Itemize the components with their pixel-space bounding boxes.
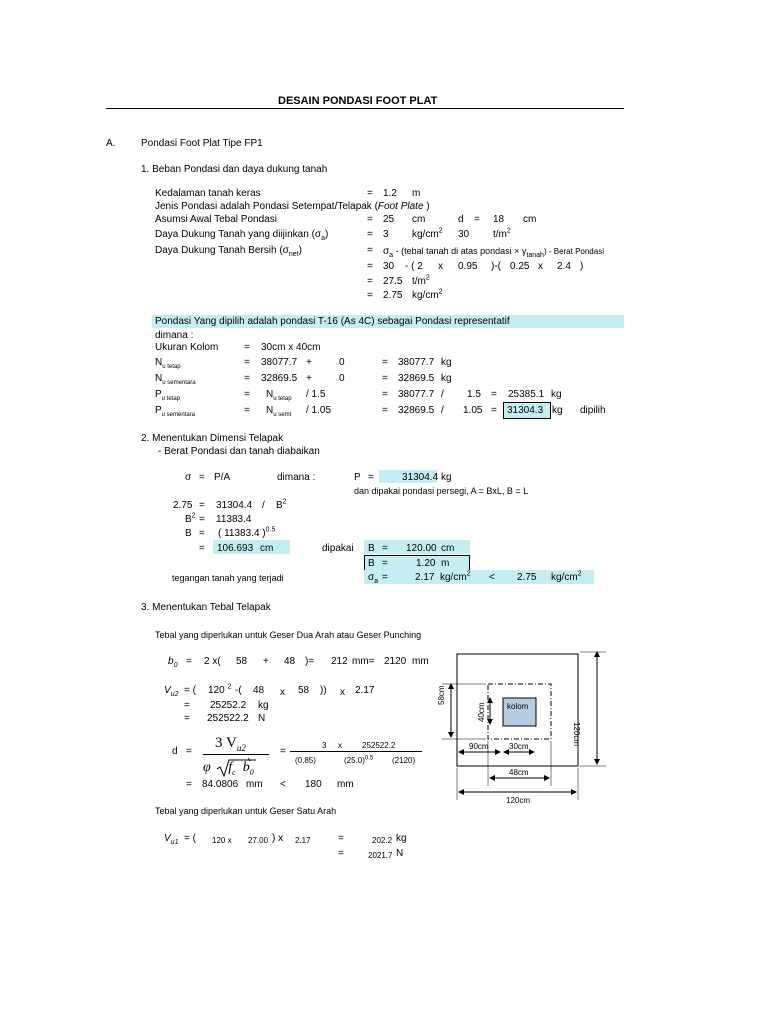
vu2-u1: kg — [258, 700, 269, 711]
r4-op: / — [441, 405, 444, 416]
eq: = — [367, 229, 373, 240]
b0-e6: 212 — [331, 656, 348, 667]
b0-e4: 48 — [284, 656, 296, 667]
vu2-lbl: $V_{u2}$ — [164, 685, 179, 698]
dim-90: 90cm — [469, 742, 489, 751]
r4-a: $N_{u semt}$ — [266, 405, 292, 418]
r4-res2: 31304.3 — [507, 405, 544, 416]
eq: = — [199, 472, 205, 483]
kolom-label: kolom — [507, 702, 529, 711]
sigma-val: P/A — [214, 472, 231, 483]
dim-48: 48cm — [509, 768, 529, 777]
s2-title: 2. Menentukan Dimensi Telapak — [141, 433, 284, 444]
vu2-e7: x — [340, 687, 345, 698]
r3-res2: 25385.1 — [508, 389, 545, 400]
s2-dimana: dimana : — [277, 472, 316, 483]
d-res: 84.0806 — [202, 779, 239, 790]
eq: = — [186, 746, 192, 757]
teg-label: tegangan tanah yang terjadi — [172, 573, 284, 583]
punching-label: Tebal yang diperlukan untuk Geser Dua Arah atau Geser Punching — [155, 630, 422, 640]
eq: = — [382, 543, 388, 554]
d-den2-b: $(25.0)^{0.5}$ — [344, 755, 374, 765]
b1-lbl: B — [368, 543, 375, 554]
b0-e8: 2120 — [384, 656, 407, 667]
b1-val: 120.00 — [406, 543, 437, 554]
sigma: σ — [185, 472, 192, 483]
r2-a: 32869.5 — [261, 373, 298, 384]
vu1-e0: = ( — [184, 833, 196, 844]
vu1-r2: 2021.7 — [368, 851, 393, 860]
teg-lt: < — [489, 572, 495, 583]
r2-i: ) — [580, 261, 584, 272]
kedalaman-val: 1.2 — [383, 188, 397, 199]
vu2-r1: 25252.2 — [210, 700, 247, 711]
eq: = — [382, 357, 388, 368]
eq: = — [244, 405, 250, 416]
eq: = — [244, 389, 250, 400]
eq: = — [367, 276, 373, 287]
l3-val: ( 11383.4 )$^{0.5}$ — [218, 526, 276, 539]
persegi-note: dan dipakai pondasi persegi, A = BxL, B = L — [354, 486, 529, 496]
r3-label: $P_{u tetap}$ — [155, 389, 181, 402]
dim-120v: 120cm — [572, 722, 581, 747]
eq: = — [382, 373, 388, 384]
r4-res: 32869.5 — [398, 405, 435, 416]
r1-b: 0 — [339, 357, 345, 368]
vu1-e1: 120 x — [212, 836, 232, 845]
eq: = — [367, 290, 373, 301]
vu1-e3: ) x — [272, 833, 284, 844]
vu1-e4: 2.17 — [295, 836, 311, 845]
vu2-e5: 58 — [298, 685, 310, 696]
vu2-e3: 48 — [253, 685, 265, 696]
eq: = — [244, 342, 250, 353]
b0-e0: = — [186, 656, 192, 667]
eq: = — [184, 700, 190, 711]
rep-banner: Pondasi Yang dipilih adalah pondasi T-16 (As 4C) sebagai Pondasi representatif — [155, 316, 510, 327]
r1-unit: kg — [441, 357, 452, 368]
eq: = — [367, 188, 373, 199]
l4-val: 106.693 — [217, 543, 254, 554]
asumsi-val: 25 — [383, 214, 395, 225]
vu2-r2: 252522.2 — [207, 713, 249, 724]
r4-d: 1.05 — [463, 405, 483, 416]
vu1-u1: kg — [396, 833, 407, 844]
l4-unit: cm — [260, 543, 274, 554]
eq: = — [244, 357, 250, 368]
vu1-lbl: $V_{u1}$ — [164, 833, 179, 846]
dim-30: 30cm — [509, 742, 529, 751]
s3-title: 3. Menentukan Tebal Telapak — [141, 602, 271, 613]
r2-unit: kg — [441, 373, 452, 384]
d-res-unit: mm — [246, 779, 263, 790]
eq: = — [199, 543, 205, 554]
r2-f: 0.25 — [510, 261, 530, 272]
eq: = — [382, 558, 388, 569]
eq: = — [280, 746, 286, 757]
p-unit: kg — [441, 472, 452, 483]
d-num2-x: x — [338, 741, 342, 750]
daya-unit2: $t/m^2$ — [493, 227, 511, 240]
eq: = — [338, 833, 344, 844]
daya-unit: $kg/cm^2$ — [412, 227, 443, 240]
eq: = — [491, 389, 497, 400]
eq: = — [199, 528, 205, 539]
b2-lbl: B — [368, 558, 375, 569]
d-eq: = — [474, 214, 480, 225]
r4-unit: kg — [552, 405, 563, 416]
b1-unit: cm — [441, 543, 455, 554]
r1-op: + — [306, 357, 312, 368]
l3-lbl: B — [185, 528, 192, 539]
bersih-label: Daya Dukung Tanah Bersih $(\sigma_{net})$ — [155, 245, 302, 258]
p-lbl: P — [354, 472, 361, 483]
r3-a: $N_{u tetap}$ — [266, 389, 292, 402]
teg-sigma: $\sigma_a$ — [368, 572, 379, 585]
r2-op: + — [306, 373, 312, 384]
satu-arah-label: Tebal yang diperlukan untuk Geser Satu Arah — [155, 806, 337, 816]
teg-val2: 2.75 — [517, 572, 537, 583]
b0-e2: 58 — [236, 656, 248, 667]
d-frac-num: 3 $V_{u2}$ — [215, 735, 246, 753]
r2-a: 30 — [383, 261, 395, 272]
d-num2-a: 3 — [322, 741, 327, 750]
dim-40: 40cm — [477, 702, 486, 722]
eq: = — [367, 261, 373, 272]
dimana: dimana : — [155, 330, 194, 341]
r2-c: x — [438, 261, 443, 272]
r4-div: / 1.05 — [306, 405, 332, 416]
dim-58: 58cm — [437, 685, 446, 705]
l1-div: / — [262, 500, 265, 511]
r4-label: $P_{u sementara}$ — [155, 405, 196, 418]
r3-d: 1.5 — [467, 389, 481, 400]
vu2-e6: )) — [320, 685, 327, 696]
vu2-e1: 120 $^2$ — [208, 683, 232, 696]
b2-val: 1.20 — [416, 558, 436, 569]
s1-title: 1. Beban Pondasi dan daya dukung tanah — [141, 164, 328, 175]
b0-e5: )= — [305, 656, 315, 667]
r3-unit: kg — [551, 389, 562, 400]
b0-e9: mm — [412, 656, 429, 667]
d-cmp: 180 — [305, 779, 322, 790]
l1-a: 2.75 — [173, 500, 193, 511]
l1-B: $B^2$ — [276, 498, 287, 511]
daya-label: Daya Dukung Tanah yang diijinkan $(\sigma_a)$ — [155, 229, 329, 242]
r2-label: $N_{u sementara}$ — [155, 373, 196, 386]
vu2-e0: = ( — [184, 685, 196, 696]
b0-lbl: $b_0$ — [168, 656, 178, 669]
section-title: Pondasi Foot Plat Tipe FP1 — [141, 138, 263, 149]
r4-unit: $kg/cm^2$ — [412, 288, 443, 301]
kedalaman-label: Kedalaman tanah keras — [155, 188, 261, 199]
teg-unit2: $kg/cm^2$ — [551, 570, 582, 583]
r4-val: 2.75 — [383, 290, 403, 301]
eq: = — [186, 779, 192, 790]
vu2-e2: -( — [235, 685, 242, 696]
daya-val: 3 — [383, 229, 389, 240]
eq: = — [367, 245, 373, 256]
ukuran-label: Ukuran Kolom — [155, 342, 219, 353]
eq: = — [382, 389, 388, 400]
vu2-e8: 2.17 — [355, 685, 375, 696]
d-cmp-unit: mm — [337, 779, 354, 790]
vu2-u2: N — [258, 713, 266, 724]
b0-e7: mm= — [352, 656, 375, 667]
r1-res: 38077.7 — [398, 357, 435, 368]
r1-a: 38077.7 — [261, 357, 298, 368]
d-lt: < — [280, 779, 286, 790]
r2-d: 0.95 — [458, 261, 478, 272]
jenis-label: Jenis Pondasi adalah Pondasi Setempat/Telapak (Foot Plate ) — [155, 201, 430, 212]
b2-unit: m — [441, 558, 450, 569]
b0-e3: + — [263, 656, 269, 667]
r2-h: 2.4 — [557, 261, 571, 272]
d-lbl: d — [172, 746, 178, 757]
r1-label: $N_{u tetap}$ — [155, 357, 181, 370]
r3-div: / 1.5 — [306, 389, 326, 400]
r2-e: )-( — [491, 261, 501, 272]
vu1-e2: 27.00 — [248, 836, 269, 845]
teg-unit: $kg/cm^2$ — [440, 570, 471, 583]
kedalaman-unit: m — [412, 188, 421, 199]
daya-val2: 30 — [458, 229, 470, 240]
asumsi-unit: cm — [412, 214, 426, 225]
eq: = — [199, 514, 205, 525]
vu2-e4: x — [280, 687, 285, 698]
p-eq: = — [368, 472, 374, 483]
asumsi-label: Asumsi Awal Tebal Pondasi — [155, 214, 277, 225]
r3-op: / — [441, 389, 444, 400]
d-val: 18 — [493, 214, 505, 225]
d-den2-c: (2120) — [392, 756, 416, 765]
p-val: 31304.4 — [402, 472, 439, 483]
eq: = — [367, 214, 373, 225]
d-label: d — [458, 214, 464, 225]
eq: = — [382, 572, 388, 583]
d-den2-a: (0.85) — [295, 756, 316, 765]
eq: = — [491, 405, 497, 416]
s2-sub: - Berat Pondasi dan tanah diabaikan — [158, 446, 320, 457]
r2-b: 0 — [339, 373, 345, 384]
eq: = — [184, 713, 190, 724]
r3-val: 27.5 — [383, 276, 403, 287]
eq: = — [244, 373, 250, 384]
d-unit: cm — [523, 214, 537, 225]
dipakai: dipakai — [322, 543, 354, 554]
b0-e1: 2 x( — [204, 656, 221, 667]
eq: = — [338, 848, 344, 859]
r2-b: - ( 2 — [405, 261, 423, 272]
vu1-u2: N — [396, 848, 404, 859]
r2-res: 32869.5 — [398, 373, 435, 384]
vu1-r1: 202.2 — [372, 836, 393, 845]
page-title: DESAIN PONDASI FOOT PLAT — [278, 95, 438, 107]
r3-res: 38077.7 — [398, 389, 435, 400]
l2-val: 11383.4 — [216, 514, 252, 525]
r3-unit: $t/m^2$ — [412, 274, 430, 287]
eq: = — [382, 405, 388, 416]
dim-120h: 120cm — [506, 796, 531, 805]
d-frac-den: φ $f_c$ $b_0$ — [203, 760, 254, 777]
r2-g: x — [538, 261, 543, 272]
l1-eq: = — [199, 500, 205, 511]
section-letter: A. — [106, 138, 116, 149]
bersih-formula: $\sigma_a$ - (tebal tanah di atas pondasi × $\gamma_{tanah}$) - Berat Pondasi — [383, 246, 604, 259]
ukuran-val: 30cm x 40cm — [261, 342, 321, 353]
l1-b: 31304.4 — [216, 500, 253, 511]
d-num2-b: 252522.2 — [362, 741, 396, 750]
dipilih-note: dipilih — [580, 405, 606, 416]
l2-lbl: $B^2$ — [185, 512, 196, 525]
teg-val: 2.17 — [415, 572, 435, 583]
